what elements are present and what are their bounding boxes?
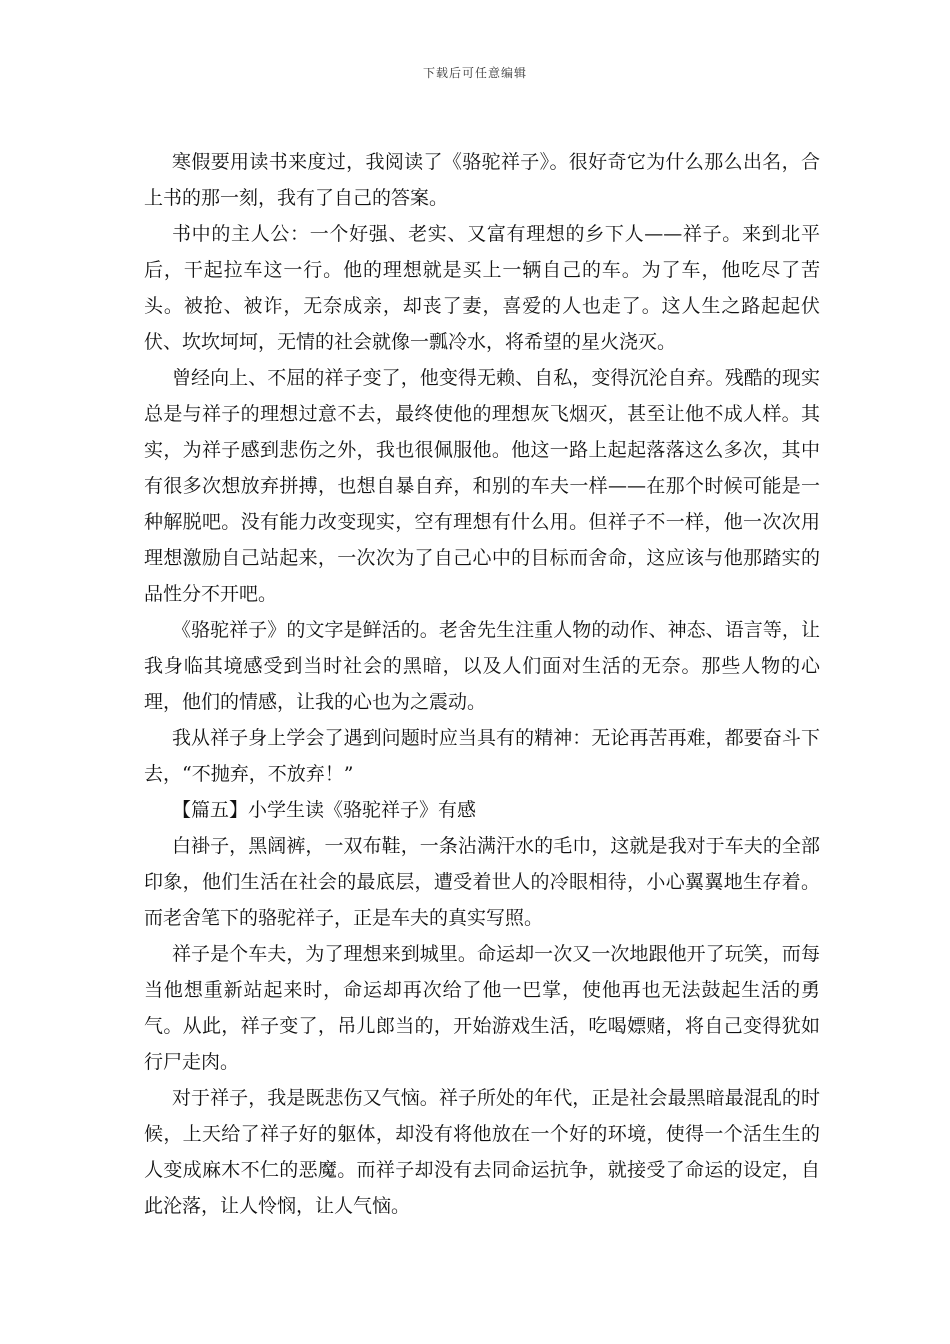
section-heading: 【篇五】小学生读《骆驼祥子》有感 <box>172 799 477 821</box>
paragraph-intro: 寒假要用读书来度过，我阅读了《骆驼祥子》。很好奇它为什么那么出名，合上书的那一刻，我有了自己的答案。 <box>144 151 820 209</box>
document-body <box>144 144 820 1224</box>
paragraph-reflection: 对于祥子，我是既悲伤又气恼。祥子所处的年代，正是社会最黑暗最混乱的时候，上天给了祥子好的躯体，却没有将他放在一个好的环境，使得一个活生生的人变成麻木不仁的恶魔。而祥子却没有去同命运抗争，就接受了命运的设定，自此沦落，让人怜悯，让人气恼。 <box>144 1087 820 1217</box>
paragraph-protagonist: 书中的主人公：一个好强、老实、又富有理想的乡下人——祥子。来到北平后，干起拉车这一行。他的理想就是买上一辆自己的车。为了车，他吃尽了苦头。被抢、被诈，无奈成亲，却丧了妻，喜爱的人也走了。这人生之路起起伏伏、坎坎坷坷，无情的社会就像一瓢冷水，将希望的星火浇灭。 <box>144 223 820 353</box>
paragraph-fate: 祥子是个车夫，为了理想来到城里。命运却一次又一次地跟他开了玩笑，而每当他想重新站起来时，命运却再次给了他一巴掌，使他再也无法鼓起生活的勇气。从此，祥子变了，吊儿郎当的，开始游戏生活，吃喝嫖赌，将自己变得犹如行尸走肉。 <box>144 943 820 1073</box>
paragraph-writing-style: 《骆驼祥子》的文字是鲜活的。老舍先生注重人物的动作、神态、语言等，让我身临其境感受到当时社会的黑暗，以及人们面对生活的无奈。那些人物的心理，他们的情感，让我的心也为之震动。 <box>144 619 820 713</box>
paragraph-lesson: 我从祥子身上学会了遇到问题时应当具有的精神：无论再苦再难，都要奋斗下去，“不抛弃，不放弃！” <box>144 727 820 785</box>
page-header-note: 下载后可任意编辑 <box>422 66 527 80</box>
paragraph-change: 曾经向上、不屈的祥子变了，他变得无赖、自私，变得沉沦自弃。残酷的现实总是与祥子的理想过意不去，最终使他的理想灰飞烟灭，甚至让他不成人样。其实，为祥子感到悲伤之外，我也很佩服他。他这一路上起起落落这么多次，其中有很多次想放弃拼搏，也想自暴自弃，和别的车夫一样——在那个时候可能是一种解脱吧。没有能力改变现实，空有理想有什么用。但祥子不一样，他一次次用理想激励自己站起来，一次次为了自己心中的目标而舍命，这应该与他那踏实的品性分不开吧。 <box>144 367 820 605</box>
paragraph-impression: 白褂子，黑阔裤，一双布鞋，一条沾满汗水的毛巾，这就是我对于车夫的全部印象，他们生活在社会的最底层，遭受着世人的冷眼相待，小心翼翼地生存着。而老舍笔下的骆驼祥子，正是车夫的真实写照。 <box>144 835 820 929</box>
